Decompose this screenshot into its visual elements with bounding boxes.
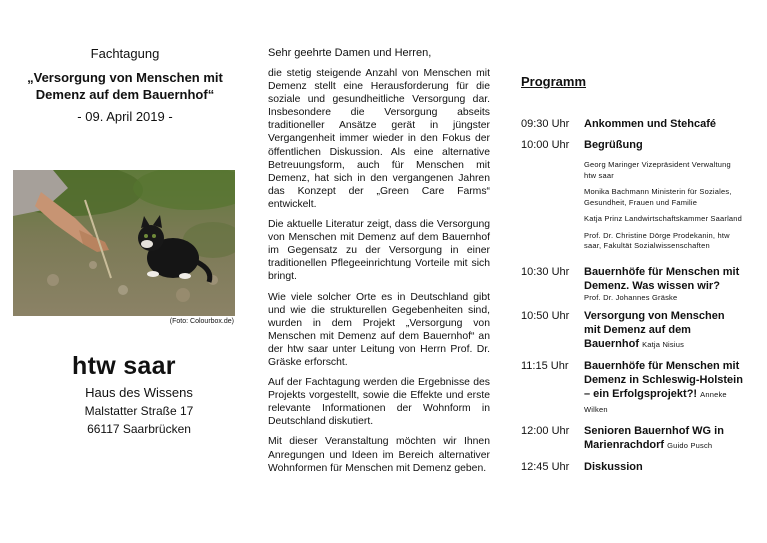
program-item-body: [584, 265, 744, 302]
greeting-speaker: Georg Maringer Vizepräsident Verwaltung htw saar: [584, 160, 731, 180]
event-title: [10, 69, 240, 103]
program-label: [584, 359, 744, 417]
program-item-body: [584, 359, 744, 417]
photo-illustration: [13, 170, 235, 316]
program-label-text: Bauernhöfe für Menschen mit Demenz in Schleswig-Holstein – ein Erfolgsprojekt?!: [584, 359, 743, 400]
program-list: [521, 117, 751, 481]
venue-name: Haus des Wissens: [85, 385, 193, 400]
program-item: [521, 117, 751, 131]
program-item-body: [584, 424, 744, 453]
event-title-line: „Versorgung von Menschen mit: [27, 70, 223, 85]
htw-saar-logo: htw saar: [72, 352, 176, 380]
intro-paragraph: Mit dieser Veranstaltung möchten wir Ihnen Anregungen und Ideen im Bereich alternativer Wohnformen für Menschen mit Demenz geben.: [268, 436, 490, 474]
program-label: Ankommen und Stehcafé: [584, 118, 717, 130]
program-speaker: Prof. Dr. Johannes Gräske: [584, 292, 678, 302]
program-label: [584, 309, 744, 352]
greeting-speaker: Monika Bachmann Ministerin für Soziales, Gesundheit, Frauen und Familie: [584, 187, 732, 207]
program-label-text: Versorgung von Menschen mit Demenz auf dem Bauernhof: [584, 309, 725, 350]
photo-credit: (Foto: Colourbox.de): [169, 318, 234, 325]
intro-text: [268, 67, 490, 482]
program-item-body: [584, 138, 744, 258]
program-item: [521, 359, 751, 417]
program-item: [521, 424, 751, 453]
program-item-body: [584, 460, 744, 474]
event-kicker: Fachtagung: [90, 46, 160, 61]
intro-paragraph: Auf der Fachtagung werden die Ergebnisse des Projekts vorgestellt, sowie die Effekte und erste relevante Informationen der Wohnform in Deutschland diskutiert.: [268, 377, 490, 428]
greeting-speaker: Prof. Dr. Christine Dörge Prodekanin, htw saar, Fakultät Sozialwissenschaften: [584, 230, 730, 250]
venue-city: 66117 Saarbrücken: [87, 422, 191, 436]
program-item-body: [584, 309, 744, 352]
venue-address: [54, 384, 224, 438]
program-time: 12:00 Uhr: [521, 424, 570, 437]
program-speaker: Guido Pusch: [667, 440, 713, 450]
program-time: 10:30 Uhr: [521, 265, 570, 278]
intro-paragraph: die stetig steigende Anzahl von Menschen mit Demenz stellt eine Herausforderung für die soziale und gesundheitliche Versorgung dar. Insbesondere die Versorgung abseits traditioneller Ansätze gerät in jüngster Vergangenheit immer wieder in den Fokus der öffentlichen Diskussion. Als eine alternative Betreuungsform, auch für Menschen mit Demenz, hat sich in den vergangenen Jahren das Konzept der „Green Care Farms“ entwickelt.: [268, 68, 490, 210]
program-item: [521, 265, 751, 302]
photo-hand-and-kitten: [13, 170, 235, 316]
program-item: [521, 138, 751, 258]
program-label-text: Senioren Bauernhof WG in Marienrachdorf: [584, 424, 724, 451]
program-label: Diskussion: [584, 460, 643, 473]
intro-paragraph: Wie viele solcher Orte es in Deutschland gibt und wie die strukturellen Gegebenheiten sind, wurden in dem Projekt „Versorgung von Menschen mit Demenz auf dem Bauernhof“ an der htw saar unter Leitung von Herrn Prof. Dr. Gräske erforscht.: [268, 291, 490, 368]
program-label: [584, 424, 744, 453]
program-time: 10:00 Uhr: [521, 139, 570, 151]
program-time: 09:30 Uhr: [521, 118, 570, 130]
intro-paragraph: Die aktuelle Literatur zeigt, dass die Versorgung von Menschen mit Demenz auf dem Bauernhof im Gegensatz zu der Versorgung in einer traditionellen Pflegeeinrichtung Vorteile mit sich bringt.: [268, 219, 490, 283]
event-date: - 09. April 2019 -: [77, 109, 173, 124]
program-item-body: [584, 117, 744, 131]
program-time: 11:15 Uhr: [521, 359, 569, 372]
program-speaker: Katja Nisius: [642, 339, 685, 349]
venue-street: Malstatter Straße 17: [84, 404, 194, 418]
program-item: [521, 309, 751, 352]
program-speaker: Anneke Wilken: [584, 389, 727, 414]
event-title-line: Demenz auf dem Bauernhof“: [35, 87, 215, 102]
program-label: Bauernhöfe für Menschen mit Demenz. Was wissen wir?: [584, 265, 740, 292]
program-time: 12:45 Uhr: [521, 460, 570, 473]
program-time: 10:50 Uhr: [521, 309, 570, 322]
program-label: Begrüßung: [584, 139, 643, 151]
program-heading: Programm: [521, 74, 587, 89]
salutation: Sehr geehrte Damen und Herren,: [268, 47, 432, 59]
greeting-speakers: [584, 160, 744, 252]
program-item: [521, 460, 751, 474]
greeting-speaker: Katja Prinz Landwirtschaftskammer Saarland: [584, 214, 743, 223]
